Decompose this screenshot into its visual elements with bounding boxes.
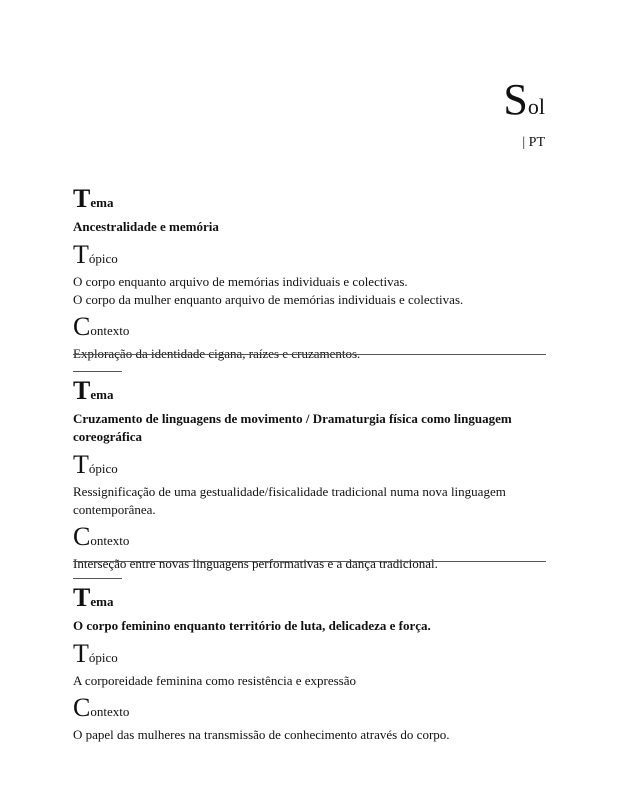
contexto-text: O papel das mulheres na transmissão de conhecimento através do corpo. — [73, 727, 450, 742]
section-1 — [73, 186, 546, 363]
tema-line: coreográfica — [73, 429, 143, 444]
topico-heading-initial: T — [73, 639, 89, 668]
section-divider — [73, 561, 546, 562]
topico-line: contemporânea. — [73, 502, 156, 517]
topico-heading-rest: ópico — [88, 251, 118, 266]
contexto-heading-rest: ontexto — [90, 704, 130, 719]
contexto-text: Exploração da identidade cigana, raízes e cruzamentos. — [73, 346, 361, 361]
contexto-heading — [73, 695, 546, 721]
topico-line: O corpo enquanto arquivo de memórias individuais e colectivas. — [73, 274, 408, 289]
tema-heading — [73, 186, 546, 212]
topico-heading — [73, 452, 546, 478]
tema-text: Ancestralidade e memória — [73, 219, 219, 234]
contexto-heading-initial: C — [73, 693, 91, 722]
contexto-heading — [73, 524, 546, 550]
contexto-heading-rest: ontexto — [90, 323, 130, 338]
title-initial: S — [503, 75, 528, 124]
topico-line: O corpo da mulher enquanto arquivo de memórias individuais e colectivas. — [73, 292, 464, 307]
topico-text: A corporeidade feminina como resistência e expressão — [73, 673, 356, 688]
contexto-heading — [73, 314, 546, 340]
contexto-heading-initial: C — [73, 522, 91, 551]
tema-heading — [73, 378, 546, 404]
section-divider-short — [73, 578, 122, 579]
tema-heading-rest: ema — [90, 387, 114, 402]
tema-text: O corpo feminino enquanto território de luta, delicadeza e força. — [73, 618, 431, 633]
tema-heading-rest: ema — [90, 195, 114, 210]
topico-heading-rest: ópico — [88, 650, 118, 665]
tema-heading-initial: T — [73, 184, 91, 213]
topico-heading — [73, 242, 546, 268]
topico-heading-rest: ópico — [88, 461, 118, 476]
section-divider — [73, 354, 546, 355]
tema-line: Cruzamento de linguagens de movimento / Dramaturgia física como linguagem — [73, 411, 512, 426]
title-rest: ol — [527, 94, 545, 119]
topico-heading-initial: T — [73, 450, 89, 479]
contexto-heading-initial: C — [73, 312, 91, 341]
contexto-text: Interseção entre novas linguagens performativas e a dança tradicional. — [73, 556, 438, 571]
section-2 — [73, 378, 546, 573]
document-title — [503, 75, 545, 124]
tema-heading-rest: ema — [90, 594, 114, 609]
tema-heading — [73, 585, 546, 611]
section-3 — [73, 585, 546, 744]
tema-heading-initial: T — [73, 583, 91, 612]
topico-heading — [73, 641, 546, 667]
contexto-heading-rest: ontexto — [90, 533, 130, 548]
topico-line: Ressignificação de uma gestualidade/fisicalidade tradicional numa nova linguagem — [73, 484, 506, 499]
section-divider-short — [73, 371, 122, 372]
tema-heading-initial: T — [73, 376, 91, 405]
topico-heading-initial: T — [73, 240, 89, 269]
language-label: | PT — [522, 135, 545, 150]
